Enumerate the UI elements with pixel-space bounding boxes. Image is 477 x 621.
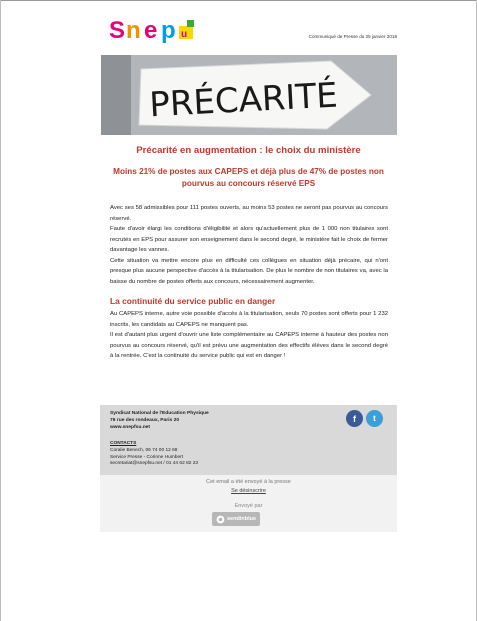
press-release-date: Communiqué de Presse du 25 janvier 2018 (308, 34, 397, 39)
contacts-heading: CONTACTS (110, 441, 137, 446)
twitter-icon[interactable]: t (366, 410, 383, 427)
header (100, 0, 397, 52)
contact-line: Service Presse - Corinne Humbert (110, 454, 184, 460)
svg-text:PRÉCARITÉ: PRÉCARITÉ (148, 75, 339, 126)
paragraph: Cette situation va mettre encore plus en difficulté ces collègues en situation déjà précaire, qui n'ont presque plus aucune perspective d'accès à la titularisation. De plus le nombre de non titulaires va, avec la baisse du nombre de postes offerts aux concours, nécessairement augmenter. (110, 257, 388, 285)
organization-info (110, 411, 209, 431)
org-address: 76 rue des rondeaux, Paris 20 (110, 417, 180, 423)
paragraph: Avec ses 58 admissibles pour 111 postes ouverts, au moins 53 postes ne seront pas pourvus au concours réservé. (110, 205, 388, 222)
svg-text:e: e (144, 17, 158, 44)
sendinblue-badge[interactable] (212, 512, 260, 526)
sent-notice: Cet email a été envoyé à la presse (206, 479, 291, 485)
email-footer (100, 475, 397, 532)
newsletter (100, 0, 397, 522)
org-website-link[interactable]: www.snepfsu.net (110, 424, 151, 430)
org-name: Syndicat National de l'Education Physique (110, 411, 209, 416)
precarite-sign-icon (101, 55, 397, 135)
paragraph: Au CAPEPS interne, autre voie possible d'accès à la titularisation, seuls 70 postes sont offerts pour 1 232 inscrits, les candidats au CAPEPS ne manquent pas. (110, 311, 388, 328)
snep-fsu-logo (107, 12, 197, 46)
article-subtitle: Moins 21% de postes aux CAPEPS et déjà plus de 47% de postes non pourvus au concours réservé EPS (113, 167, 384, 188)
contacts-block (110, 441, 198, 468)
hero-image (101, 55, 397, 135)
organization-footer (100, 405, 397, 475)
social-links (346, 410, 383, 427)
svg-text:p: p (161, 17, 176, 44)
article-body (110, 203, 388, 362)
svg-text:u: u (181, 29, 188, 40)
sendinblue-icon (216, 515, 225, 524)
section-title: La continuité du service public en danger (110, 296, 276, 306)
sendinblue-label: sendinblue (226, 516, 257, 522)
article-title: Précarité en augmentation : le choix du ministère (136, 145, 361, 156)
page-border-left (0, 0, 1, 621)
svg-text:n: n (126, 17, 141, 44)
svg-text:S: S (109, 17, 126, 44)
paragraph: Il est d'autant plus urgent d'ouvrir une liste complémentaire au CAPEPS interne à hauteur des postes non pourvus au concours réservé, qu'il est prévu une augmentation des effectifs élèves dans le second degré à la rentrée. C'est la continuité du service public qui est en danger ! (110, 332, 388, 359)
contact-email-link[interactable]: secretariat@snepfsu.net / 01 44 62 82 23 (110, 461, 199, 467)
contact-line: Coralie Benech, 06 74 00 12 68 (110, 447, 178, 453)
facebook-icon[interactable]: f (346, 410, 363, 427)
sent-by-label: Envoyé par (234, 503, 263, 509)
paragraph: Faute d'avoir élargi les conditions d'éligibilité et alors qu'actuellement plus de 1 000 non titulaires sont recrutés en EPS pour assurer son enseignement dans le second degré, le ministère fait le choix de fermer davantage les vannes. (110, 226, 388, 253)
unsubscribe-link[interactable]: Se désinscrire (231, 488, 266, 494)
